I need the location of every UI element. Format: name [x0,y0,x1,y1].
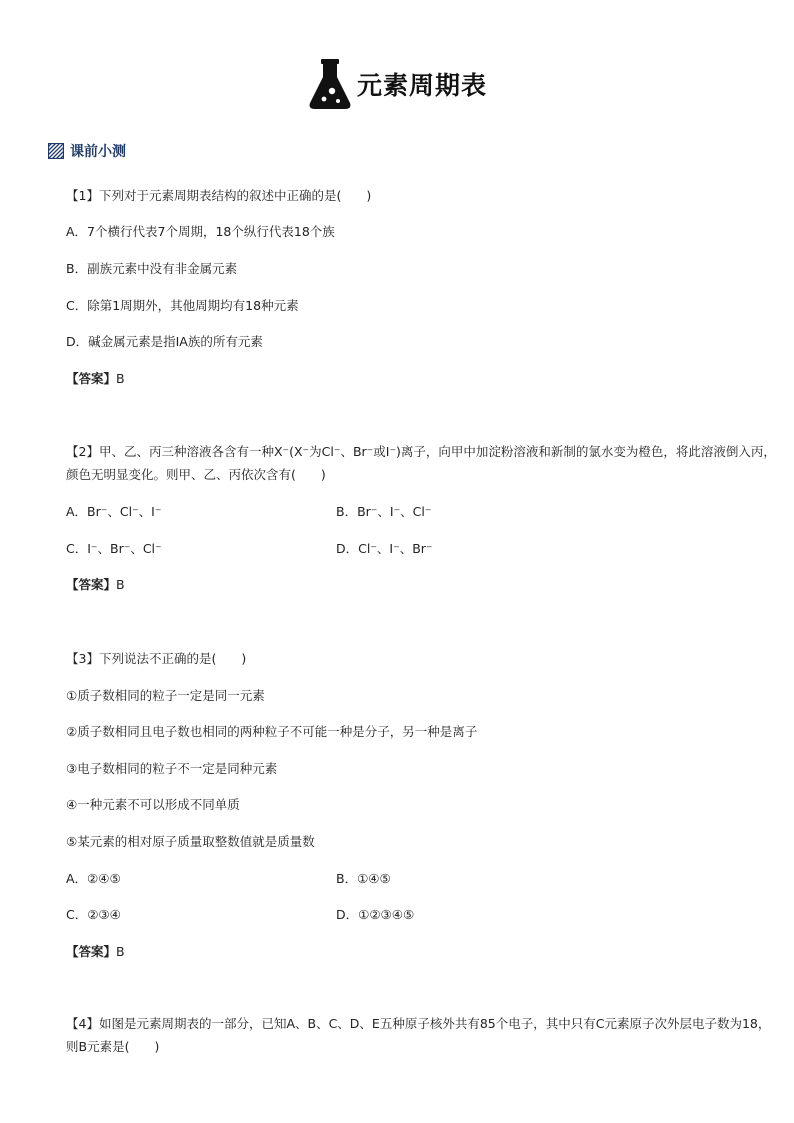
answer-value: B [116,944,125,959]
statement-1: ①质子数相同的粒子一定是同一元素 [66,688,265,703]
statement-3: ③电子数相同的粒子不一定是同种元素 [66,761,278,776]
answer-label: 【答案】 [66,944,117,959]
answer [66,943,125,961]
statement-2: ②质子数相同且电子数也相同的两种粒子不可能一种是分子，另一种是离子 [66,724,478,739]
option-c: C．I⁻、Br⁻、Cl⁻ [66,541,162,556]
question-stem-cont: 则B元素是( ) [66,1039,160,1054]
section-label: 课前小测 [70,144,126,160]
option-b: B．①④⑤ [336,871,391,886]
answer-value: B [116,577,125,592]
answer-value: B [116,371,125,386]
answer [66,370,125,388]
option-c: C．②③④ [66,907,121,922]
flask-icon [307,57,353,111]
option-a: A．7个横行代表7个周期，18个纵行代表18个族 [66,224,335,239]
section-heading [48,141,126,161]
option-b: B．Br⁻、I⁻、Cl⁻ [336,504,432,519]
option-c: C．除第1周期外，其他周期均有18种元素 [66,298,299,313]
page-title: 元素周期表 [356,71,487,100]
option-a: A．Br⁻、Cl⁻、I⁻ [66,504,162,519]
question-stem: 【1】下列对于元素周期表结构的叙述中正确的是( ) [66,188,372,203]
answer [66,576,125,594]
question-stem: 【4】如图是元素周期表的一部分，已知A、B、C、D、E五种原子核外共有85个电子，其中只有C元素原子次外层电子数为18， [66,1016,771,1031]
statement-4: ④一种元素不可以形成不同单质 [66,797,240,812]
question-stem: 【3】下列说法不正确的是( ) [66,651,247,666]
page-header [0,57,794,111]
answer-label: 【答案】 [66,371,117,386]
option-d: D．①②③④⑤ [336,907,415,922]
option-a: A．②④⑤ [66,871,121,886]
question-stem: 【2】甲、乙、丙三种溶液各含有一种X⁻(X⁻为Cl⁻、Br⁻或I⁻)离子，向甲中加淀粉溶液和新制的氯水变为橙色，将此溶液倒入丙， [66,444,776,459]
answer-label: 【答案】 [66,577,117,592]
option-d: D．碱金属元素是指ⅠA族的所有元素 [66,334,263,349]
hatched-square-icon [48,143,64,159]
option-b: B．副族元素中没有非金属元素 [66,261,238,276]
statement-5: ⑤某元素的相对原子质量取整数值就是质量数 [66,834,315,849]
option-d: D．Cl⁻、I⁻、Br⁻ [336,541,433,556]
question-stem-cont: 颜色无明显变化。则甲、乙、丙依次含有( ) [66,467,326,482]
